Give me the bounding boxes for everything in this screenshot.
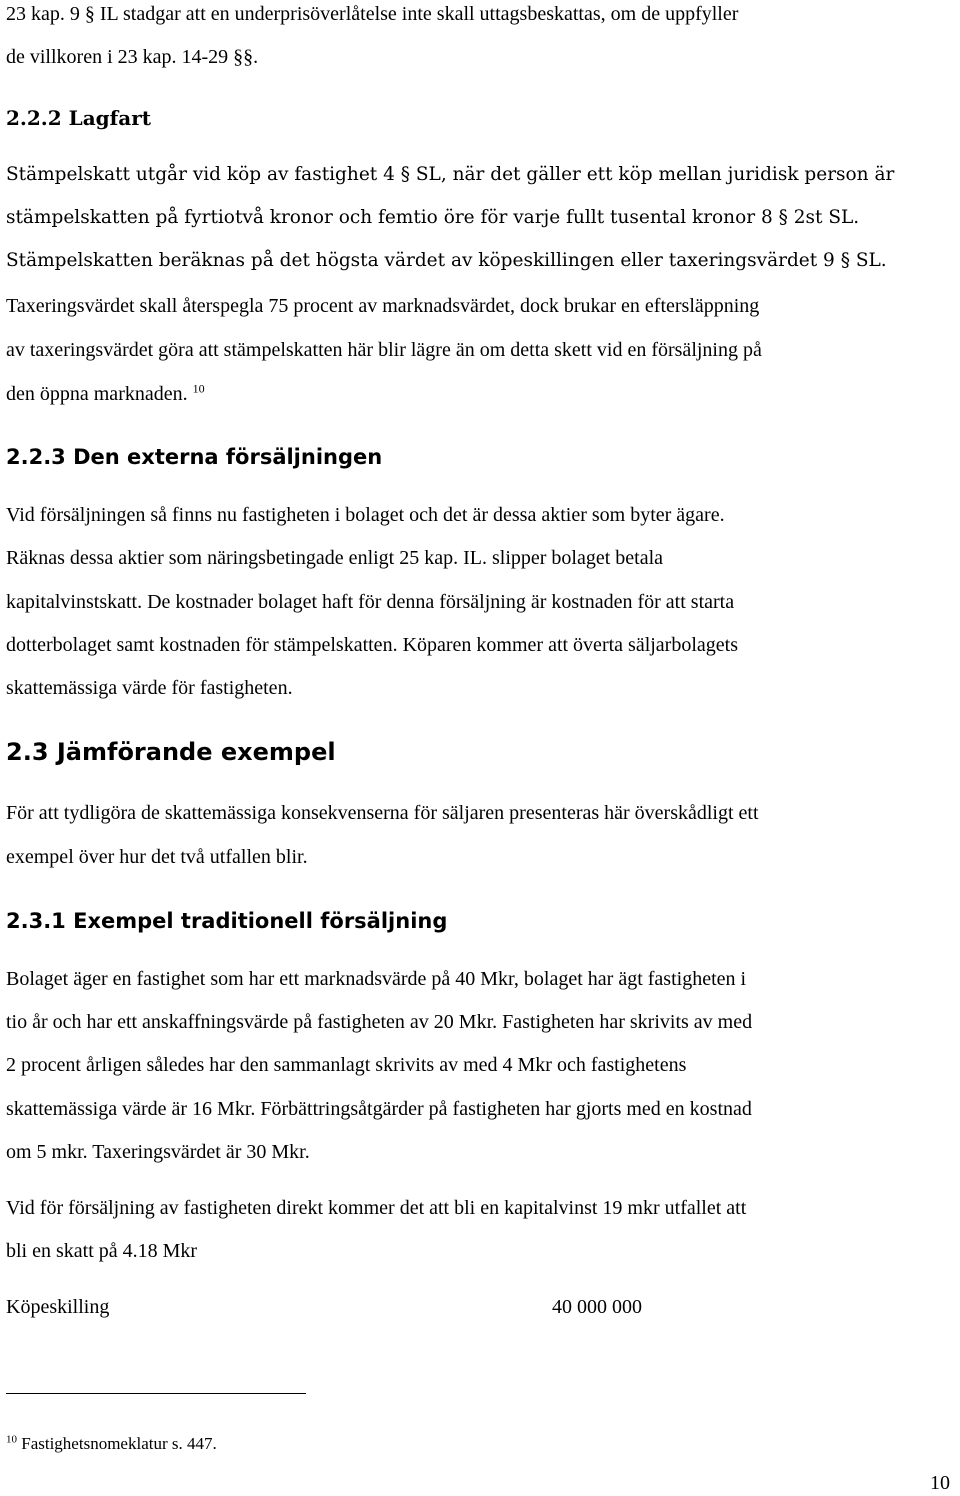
externa-line-2: Räknas dessa aktier som näringsbetingade enligt 25 kap. IL. slipper bolaget betala [6,547,664,569]
lagfart-line-3: Stämpelskatten beräknas på det högsta värdet av köpeskillingen eller taxeringsvärdet 9 § SL. [6,250,887,271]
section-heading-externa-forsaljningen: 2.2.3 Den externa försäljningen [6,445,383,469]
exempel-para2-line-2: bli en skatt på 4.18 Mkr [6,1240,198,1262]
jamforande-line-2: exempel över hur det två utfallen blir. [6,846,308,868]
exempel-para1-line-5: om 5 mkr. Taxeringsvärdet är 30 Mkr. [6,1141,310,1163]
lagfart-line-2: stämpelskatten på fyrtiotvå kronor och femtio öre för varje fullt tusental kronor 8 § 2st SL. [6,207,860,228]
lagfart-line-4: Taxeringsvärdet skall återspegla 75 procent av marknadsvärdet, dock brukar en eftersläppning [6,295,760,317]
lagfart-line-6 [6,382,205,406]
kopeskilling-label: Köpeskilling [6,1296,110,1318]
exempel-para1-line-3: 2 procent årligen således har den sammanlagt skrivits av med 4 Mkr och fastighetens [6,1054,687,1076]
externa-line-5: skattemässiga värde för fastigheten. [6,677,293,699]
exempel-para1-line-4: skattemässiga värde är 16 Mkr. Förbättringsåtgärder på fastigheten har gjorts med en kostnad [6,1098,752,1120]
externa-line-3: kapitalvinstskatt. De kostnader bolaget haft för denna försäljning är kostnaden för att starta [6,591,735,613]
section-heading-jamforande-exempel: 2.3 Jämförande exempel [6,738,336,766]
footnote-divider [6,1393,306,1394]
footnote-reference: 10 [192,381,205,396]
exempel-para2-line-1: Vid för försäljning av fastigheten direkt kommer det att bli en kapitalvinst 19 mkr utfallet att [6,1197,747,1219]
jamforande-line-1: För att tydligöra de skattemässiga konsekvenserna för säljaren presenteras här överskådligt ett [6,802,759,824]
kopeskilling-value: 40 000 000 [552,1296,642,1318]
page-number: 10 [930,1472,950,1494]
footnote-text: Fastighetsnomeklatur s. 447. [21,1434,217,1453]
section-heading-exempel-traditionell: 2.3.1 Exempel traditionell försäljning [6,909,448,933]
section-heading-lagfart: 2.2.2 Lagfart [6,106,151,130]
externa-line-4: dotterbolaget samt kostnaden för stämpelskatten. Köparen kommer att överta säljarbolagets [6,634,738,656]
externa-line-1: Vid försäljningen så finns nu fastigheten i bolaget och det är dessa aktier som byter ägare. [6,504,725,526]
lagfart-line-1: Stämpelskatt utgår vid köp av fastighet 4 § SL, när det gäller ett köp mellan juridisk person är [6,164,895,185]
footnote-number: 10 [6,1433,17,1446]
lagfart-line-6-text: den öppna marknaden. [6,383,188,405]
footnote [6,1434,217,1454]
exempel-para1-line-1: Bolaget äger en fastighet som har ett marknadsvärde på 40 Mkr, bolaget har ägt fastigheten i [6,968,747,990]
exempel-para1-line-2: tio år och har ett anskaffningsvärde på fastigheten av 20 Mkr. Fastigheten har skrivits av med [6,1011,753,1033]
intro-line-1: 23 kap. 9 § IL stadgar att en underprisöverlåtelse inte skall uttagsbeskattas, om de uppfyller [6,3,739,25]
intro-line-2: de villkoren i 23 kap. 14-29 §§. [6,46,259,68]
lagfart-line-5: av taxeringsvärdet göra att stämpelskatten här blir lägre än om detta skett vid en försäljning på [6,339,762,361]
